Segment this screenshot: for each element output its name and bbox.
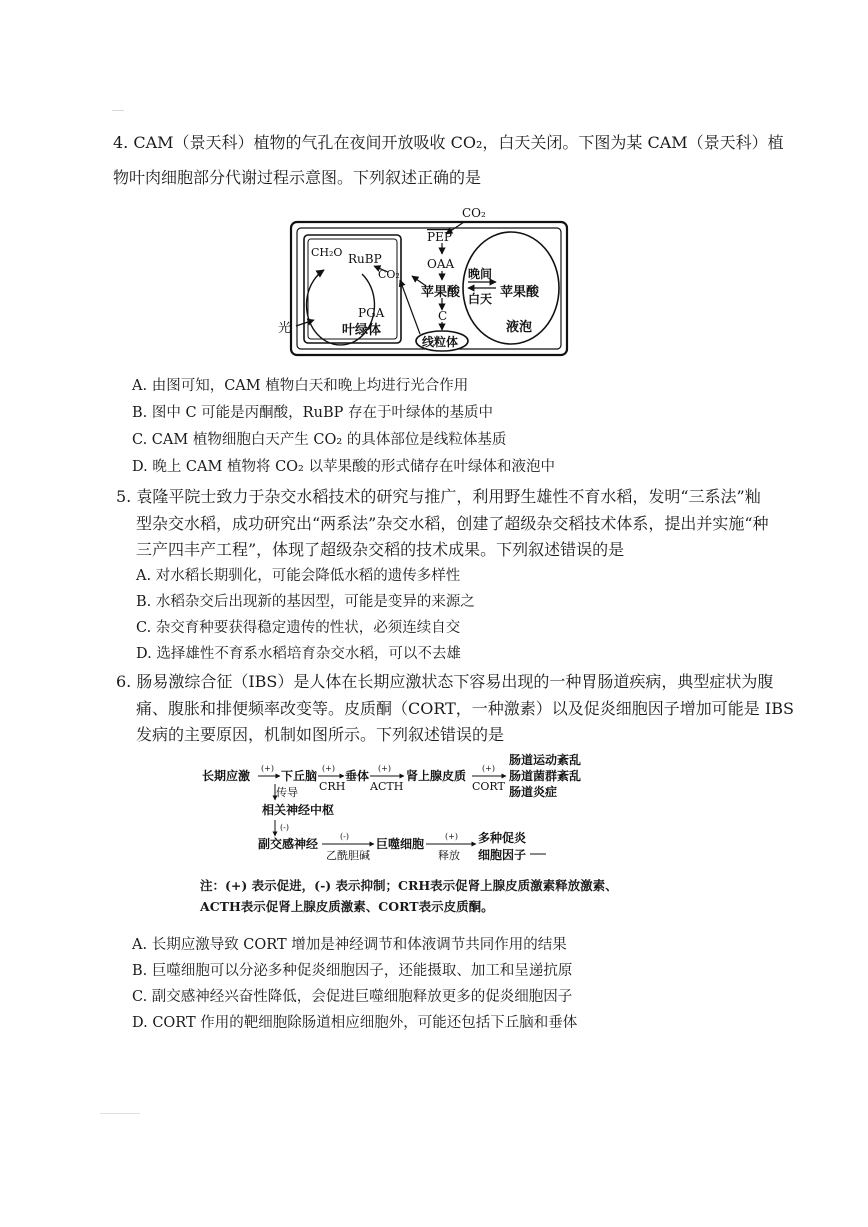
q4-stem-line1: 4. CAM（景天科）植物的气孔在夜间开放吸收 CO₂，白天关闭。下图为某 CAM（景天科）植	[113, 133, 784, 152]
label-nerve-center: 相关神经中枢	[262, 803, 335, 817]
label-cytokines-2: 细胞因子	[478, 848, 527, 862]
label-conduct: 传导	[276, 786, 298, 799]
label-pep: PEP	[427, 230, 452, 244]
label-long-stress: 长期应激	[202, 769, 251, 783]
q4-option-c[interactable]: C. CAM 植物细胞白天产生 CO₂ 的具体部位是线粒体基质	[132, 432, 507, 448]
label-adrenal: 肾上腺皮质	[406, 769, 467, 783]
q5-option-d[interactable]: D. 选择雄性不育系水稻培育杂交水稻，可以不去雄	[136, 646, 461, 662]
label-parasympathetic: 副交感神经	[258, 837, 319, 851]
label-c: C	[438, 309, 448, 323]
q5-stem-line3: 三产四丰产工程”，体现了超级杂交稻的技术成果。下列叙述错误的是	[136, 540, 625, 559]
q5-stem-line1: 5. 袁隆平院士致力于杂交水稻技术的研究与推广，利用野生雄性不育水稻，发明“三系法”籼	[116, 487, 761, 506]
scan-mark-bottom	[100, 1113, 140, 1114]
label-hypothalamus: 下丘脑	[281, 769, 318, 783]
q6-option-d[interactable]: D. CORT 作用的靶细胞除肠道相应细胞外，可能还包括下丘脑和垂体	[132, 1015, 578, 1031]
label-plus-1: (+)	[261, 764, 274, 773]
label-day: 白天	[468, 292, 493, 306]
q4-option-b[interactable]: B. 图中 C 可能是丙酮酸，RuBP 存在于叶绿体的基质中	[132, 405, 493, 421]
label-rubp: RuBP	[348, 252, 382, 266]
q5-stem-line2: 型杂交水稻，成功研究出“两系法”杂交水稻，创建了超级杂交稻技术体系，提出并实施“种	[136, 514, 769, 533]
label-release: 释放	[438, 849, 460, 862]
scan-mark-top	[112, 110, 124, 111]
q6-option-c[interactable]: C. 副交感神经兴奋性降低，会促进巨噬细胞释放更多的促炎细胞因子	[132, 989, 573, 1005]
label-light: 光	[278, 321, 292, 336]
label-crh: CRH	[319, 780, 346, 793]
label-cytokines-1: 多种促炎	[478, 831, 527, 845]
label-pituitary: 垂体	[345, 769, 370, 783]
q4-option-a[interactable]: A. 由图可知，CAM 植物白天和晚上均进行光合作用	[132, 378, 469, 394]
label-oaa: OAA	[427, 257, 455, 271]
q6-note-line2: ACTH表示促肾上腺皮质激素、CORT表示皮质酮。	[200, 899, 494, 914]
label-gut-inflammation: 肠道炎症	[509, 785, 558, 799]
label-macrophage: 巨噬细胞	[376, 837, 425, 851]
q5-option-b[interactable]: B. 水稻杂交后出现新的基因型，可能是变异的来源之	[136, 594, 475, 610]
label-plus-4: (+)	[482, 764, 495, 773]
label-ch2o: CH₂O	[311, 246, 343, 259]
label-ach: 乙酰胆碱	[326, 849, 370, 862]
label-plus-2: (+)	[322, 764, 335, 773]
label-minus-2: (-)	[340, 832, 349, 841]
q6-note-line1: 注：(+) 表示促进，(-) 表示抑制；CRH表示促肾上腺皮质激素释放激素、	[200, 878, 618, 893]
label-plus-5: (+)	[445, 832, 458, 841]
label-pga: PGA	[358, 306, 385, 320]
label-gut-flora: 肠道菌群紊乱	[509, 769, 582, 783]
q4-stem-line2: 物叶肉细胞部分代谢过程示意图。下列叙述正确的是	[113, 168, 482, 187]
label-vacuole: 液泡	[506, 320, 533, 335]
q4-option-d[interactable]: D. 晚上 CAM 植物将 CO₂ 以苹果酸的形式储存在叶绿体和液泡中	[132, 459, 555, 475]
label-acth: ACTH	[370, 780, 404, 793]
q5-option-c[interactable]: C. 杂交育种要获得稳定遗传的性状，必须连续自交	[136, 620, 461, 636]
q6-stem-line2: 痛、腹胀和排便频率改变等。皮质酮（CORT，一种激素）以及促炎细胞因子增加可能是 IBS	[136, 699, 794, 718]
q6-option-b[interactable]: B. 巨噬细胞可以分泌多种促炎细胞因子，还能摄取、加工和呈递抗原	[132, 963, 573, 979]
label-co2-mid: CO₂	[378, 268, 400, 281]
label-chloroplast: 叶绿体	[342, 323, 382, 338]
label-gut-motility: 肠道运动紊乱	[509, 753, 582, 767]
label-malic-right: 苹果酸	[500, 285, 540, 300]
ibs-mechanism-diagram	[200, 752, 620, 872]
q6-stem-line1: 6. 肠易激综合征（IBS）是人体在长期应激状态下容易出现的一种胃肠道疾病，典型症状为腹	[116, 672, 774, 691]
q5-option-a[interactable]: A. 对水稻长期驯化，可能会降低水稻的遗传多样性	[136, 568, 461, 584]
label-plus-3: (+)	[378, 764, 391, 773]
label-night: 晚间	[468, 267, 493, 281]
arrow-mito-to-co2	[400, 280, 420, 334]
label-co2-top: CO₂	[462, 206, 486, 220]
label-minus-1: (-)	[280, 823, 289, 832]
label-malic-left: 苹果酸	[421, 285, 461, 300]
q6-stem-line3: 发病的主要原因，机制如图所示。下列叙述错误的是	[136, 725, 505, 744]
label-mitochondrion: 线粒体	[422, 335, 459, 349]
cam-diagram	[274, 200, 574, 360]
label-cort: CORT	[472, 780, 505, 793]
q6-option-a[interactable]: A. 长期应激导致 CORT 增加是神经调节和体液调节共同作用的结果	[132, 937, 567, 953]
